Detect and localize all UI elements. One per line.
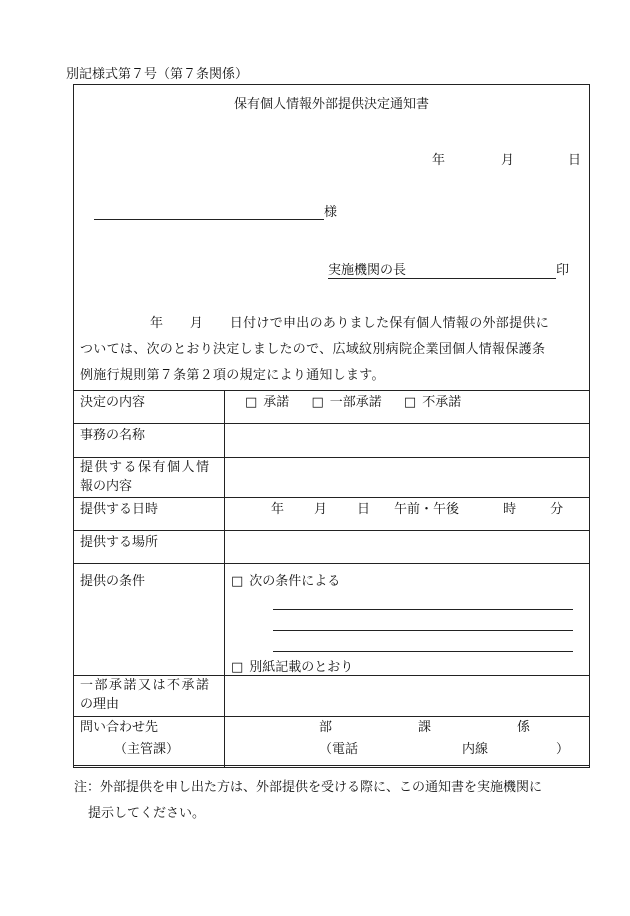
reason-label-line1: 一部承諾又は不承諾 <box>80 678 211 693</box>
place-label: 提供する場所 <box>74 531 225 564</box>
agency-name-line <box>406 263 556 279</box>
info-content-label <box>74 458 225 498</box>
business-name-value[interactable] <box>225 424 590 458</box>
document-title: 保有個人情報外部提供決定通知書 <box>233 97 429 112</box>
agency-label: 実施機関の長 <box>328 259 406 279</box>
place-value[interactable] <box>225 531 590 564</box>
condition-option-1-label: 次の条件による <box>249 574 341 589</box>
option-approve-label: 承諾 <box>263 395 290 410</box>
option-reject-label: 不承諾 <box>422 395 462 410</box>
contact-extension: 内線 <box>462 742 489 757</box>
contact-unit: 係 <box>517 720 531 735</box>
option-reject[interactable] <box>404 391 461 410</box>
info-content-value[interactable] <box>225 458 590 498</box>
dt-year: 年 <box>271 502 285 517</box>
business-name-label: 事務の名称 <box>74 424 225 458</box>
dt-hour: 時 <box>503 502 517 517</box>
date-year: 年 <box>431 153 445 168</box>
reason-label-line2: の理由 <box>80 697 120 712</box>
info-content-label-line2: 報の内容 <box>80 479 133 494</box>
reason-label <box>74 676 225 717</box>
conditions-label: 提供の条件 <box>74 564 225 676</box>
decision-options <box>225 391 590 424</box>
contact-close: ） <box>556 742 570 757</box>
row-info-content <box>74 458 590 498</box>
condition-option-2-label: 別紙記載のとおり <box>249 660 354 675</box>
row-reason <box>74 676 590 717</box>
contact-section: 課 <box>418 720 432 735</box>
body-line-1: 年 月 日付けで申出のありました保有個人情報の外部提供に <box>150 316 550 331</box>
contact-value[interactable] <box>225 717 590 768</box>
agency-head <box>328 259 569 279</box>
addressee <box>94 201 337 220</box>
issue-date <box>432 149 581 168</box>
dt-month: 月 <box>314 502 328 517</box>
info-content-label-line1: 提供する保有個人情 <box>80 460 211 475</box>
footnote-line-2: 提示してください。 <box>88 806 206 821</box>
details-table <box>73 390 590 768</box>
notice-form <box>73 84 590 766</box>
row-business-name <box>74 424 590 458</box>
seal-mark: 印 <box>556 263 570 278</box>
contact-org-line <box>231 717 583 739</box>
dt-day: 日 <box>357 502 371 517</box>
notice-body <box>80 311 583 389</box>
contact-label <box>74 717 225 768</box>
body-line-2: ついては、次のとおり決定しましたので、広域紋別病院企業団個人情報保護条 <box>80 342 546 357</box>
contact-label-line2: （主管課） <box>114 742 180 757</box>
dt-minute: 分 <box>550 502 564 517</box>
condition-line-2[interactable] <box>273 610 573 631</box>
datetime-label: 提供する日時 <box>74 498 225 531</box>
addressee-name-line <box>94 204 324 220</box>
row-conditions <box>74 564 590 676</box>
row-contact <box>74 717 590 768</box>
option-partial-approve-label: 一部承諾 <box>329 395 382 410</box>
condition-option-2[interactable] <box>231 656 583 675</box>
reason-value[interactable] <box>225 676 590 717</box>
contact-label-line1: 問い合わせ先 <box>80 720 159 735</box>
row-datetime <box>74 498 590 531</box>
form-reference: 別記様式第７号（第７条関係） <box>66 67 249 82</box>
contact-phone: （電話 <box>319 742 359 757</box>
condition-line-3[interactable] <box>273 631 573 652</box>
row-decision <box>74 391 590 424</box>
footnote-line-1: 注：外部提供を申し出た方は、外部提供を受ける際に、この通知書を実施機関に <box>74 780 543 795</box>
dt-ampm: 午前・午後 <box>394 502 460 517</box>
checkbox-icon: □ <box>231 660 244 675</box>
body-line-3: 例施行規則第７条第２項の規定により通知します。 <box>80 368 385 383</box>
contact-phone-line <box>231 739 583 761</box>
option-approve[interactable] <box>245 391 289 410</box>
checkbox-icon: □ <box>245 395 258 410</box>
date-month: 月 <box>500 153 514 168</box>
option-partial-approve[interactable] <box>311 391 381 410</box>
date-day: 日 <box>567 153 581 168</box>
addressee-suffix: 様 <box>324 205 338 220</box>
checkbox-icon: □ <box>231 574 244 589</box>
row-place <box>74 531 590 564</box>
contact-dept: 部 <box>319 720 333 735</box>
condition-line-1[interactable] <box>273 589 573 610</box>
checkbox-icon: □ <box>311 395 324 410</box>
condition-option-1[interactable] <box>231 570 583 589</box>
conditions-value <box>225 564 590 676</box>
datetime-value[interactable] <box>225 498 590 531</box>
footnote <box>74 775 542 827</box>
checkbox-icon: □ <box>403 395 417 410</box>
decision-label: 決定の内容 <box>74 391 225 424</box>
